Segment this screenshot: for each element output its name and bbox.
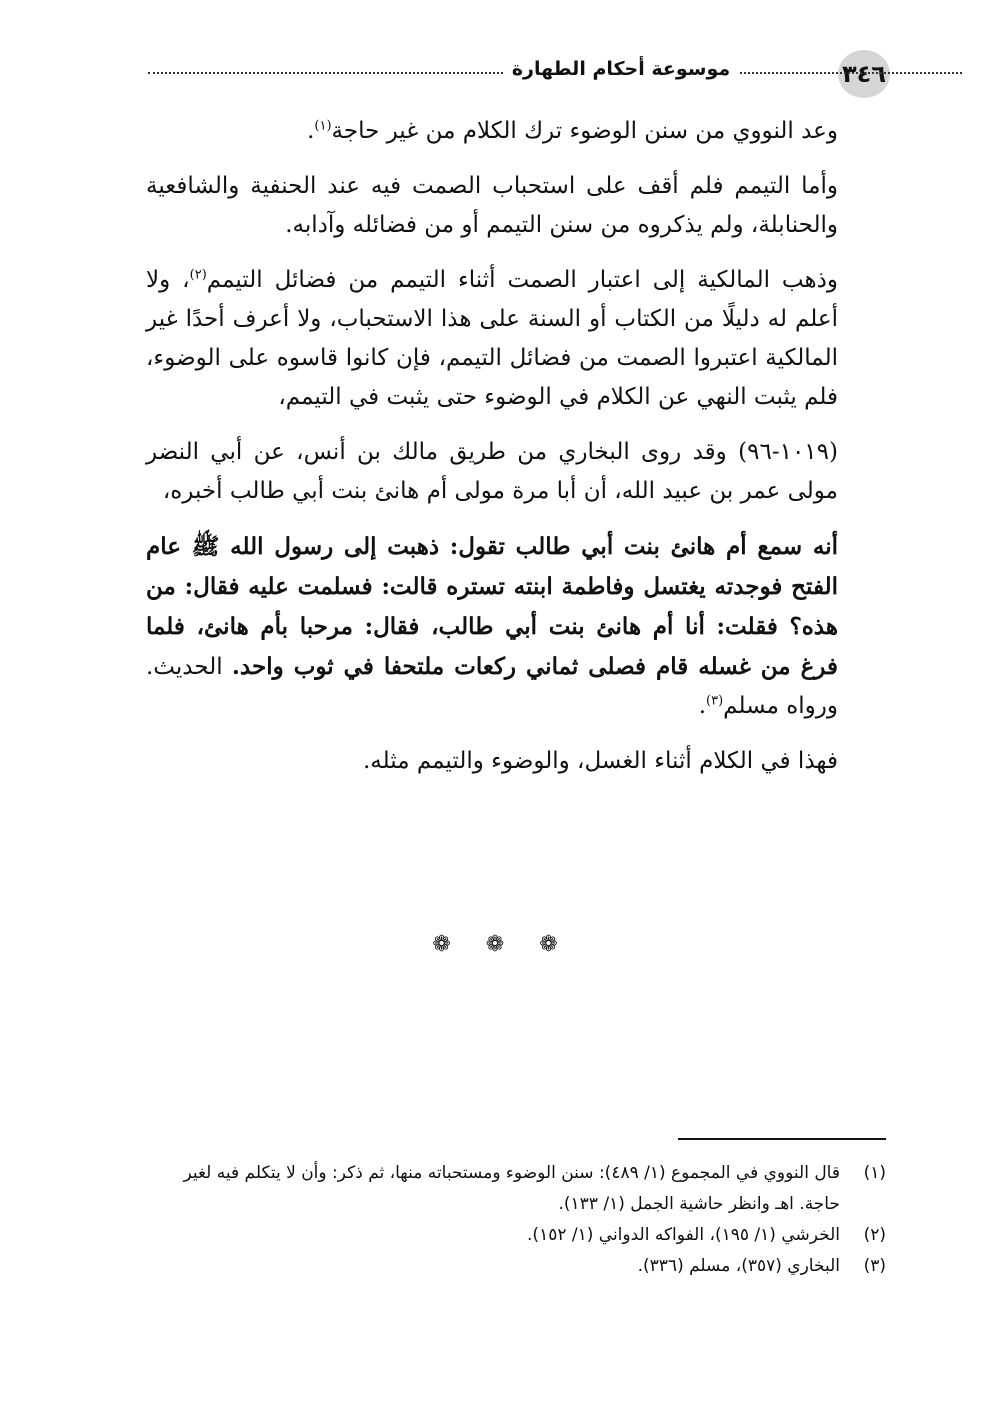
footnote-ref-3[interactable]: (٣)	[706, 693, 724, 709]
footnotes	[146, 1158, 886, 1282]
footnote-3	[146, 1251, 886, 1282]
main-text	[146, 112, 886, 797]
section-separator-ornament: ❁ ❁ ❁	[432, 932, 572, 957]
paragraph-5-hadith-text: أنه سمع أم هانئ بنت أبي طالب تقول: ذهبت إلى رسول الله ﷺ عام الفتح فوجدته يغتسل وفاطمة ابنته تستره قالت: فسلمت عليه فقال: من هذه؟ فقلت: أنا أم هانئ بنت أبي طالب، فقال: مرحبا بأم هانئ، فلما فرغ من غسله قام فصلى ثماني ركعات ملتحفا في ثوب واحد. الحديث. ورواه مسلم$^{(٣)}$.	[146, 533, 838, 719]
footnote-number: (٣)	[863, 1256, 886, 1276]
book-title: موسوعة أحكام الطهارة	[511, 58, 731, 80]
footnote-1	[146, 1158, 886, 1220]
hadith-text-bold: أنه سمع أم هانئ بنت أبي طالب تقول: ذهبت إلى رسول الله ﷺ عام الفتح فوجدته يغتسل وفاطمة ابنته تستره قالت: فسلمت عليه فقال: من هذه؟ فقلت: أنا أم هانئ بنت أبي طالب، فقال: مرحبا بأم هانئ، فلما فرغ من غسله قام فصلى ثماني ركعات ملتحفا في ثوب واحد.	[146, 533, 838, 680]
footnote-divider	[678, 1138, 886, 1140]
header-dotted-leader-right	[740, 72, 962, 74]
footnote-number: (١)	[863, 1163, 886, 1183]
footnote-number: (٢)	[863, 1225, 886, 1245]
footnote-ref-2[interactable]: (٢)	[189, 267, 207, 283]
footnote-text: البخاري (٣٥٧)، مسلم (٣٣٦).	[637, 1256, 840, 1276]
footnote-ref-1[interactable]: (١)	[314, 118, 332, 134]
paragraph-2: وأما التيمم فلم أقف على استحباب الصمت فيه عند الحنفية والشافعية والحنابلة، ولم يذكروه من سنن التيمم أو من فضائله وآدابه.	[146, 173, 838, 238]
paragraph-6: فهذا في الكلام أثناء الغسل، والوضوء والتيمم مثله.	[363, 748, 838, 774]
footnote-text: الخرشي (١/ ١٩٥)، الفواكه الدواني (١/ ١٥٢).	[527, 1225, 840, 1245]
paragraph-4-hadith-chain: (١٠١٩-٩٦) وقد روى البخاري من طريق مالك بن أنس، عن أبي النضر مولى عمر بن عبيد الله، أن أبا مرة مولى أم هانئ بنت أبي طالب أخبره،	[146, 439, 838, 504]
header-dotted-leader-left	[148, 72, 503, 74]
footnote-text: قال النووي في المجموع (١/ ٤٨٩): سنن الوضوء ومستحباته منها، ثم ذكر: وأن لا يتكلم فيه لغير حاجة. اهـ وانظر حاشية الجمل (١/ ١٣٣).	[183, 1163, 840, 1214]
paragraph-1: وعد النووي من سنن الوضوء ترك الكلام من غير حاجة$^{(١)}$.	[307, 118, 838, 144]
running-header	[140, 48, 890, 100]
page-number: ٣٤٦	[838, 50, 890, 98]
footnote-2	[146, 1220, 886, 1251]
paragraph-3: وذهب المالكية إلى اعتبار الصمت أثناء التيمم من فضائل التيمم$^{(٢)}$، ولا أعلم له دليلًا من الكتاب أو السنة على هذا الاستحباب، ولا أعرف أحدًا غير المالكية اعتبروا الصمت من فضائل التيمم، فإن كانوا قاسوه على الوضوء، فلم يثبت النهي عن الكلام في الوضوء حتى يثبت في التيمم،	[146, 267, 838, 410]
